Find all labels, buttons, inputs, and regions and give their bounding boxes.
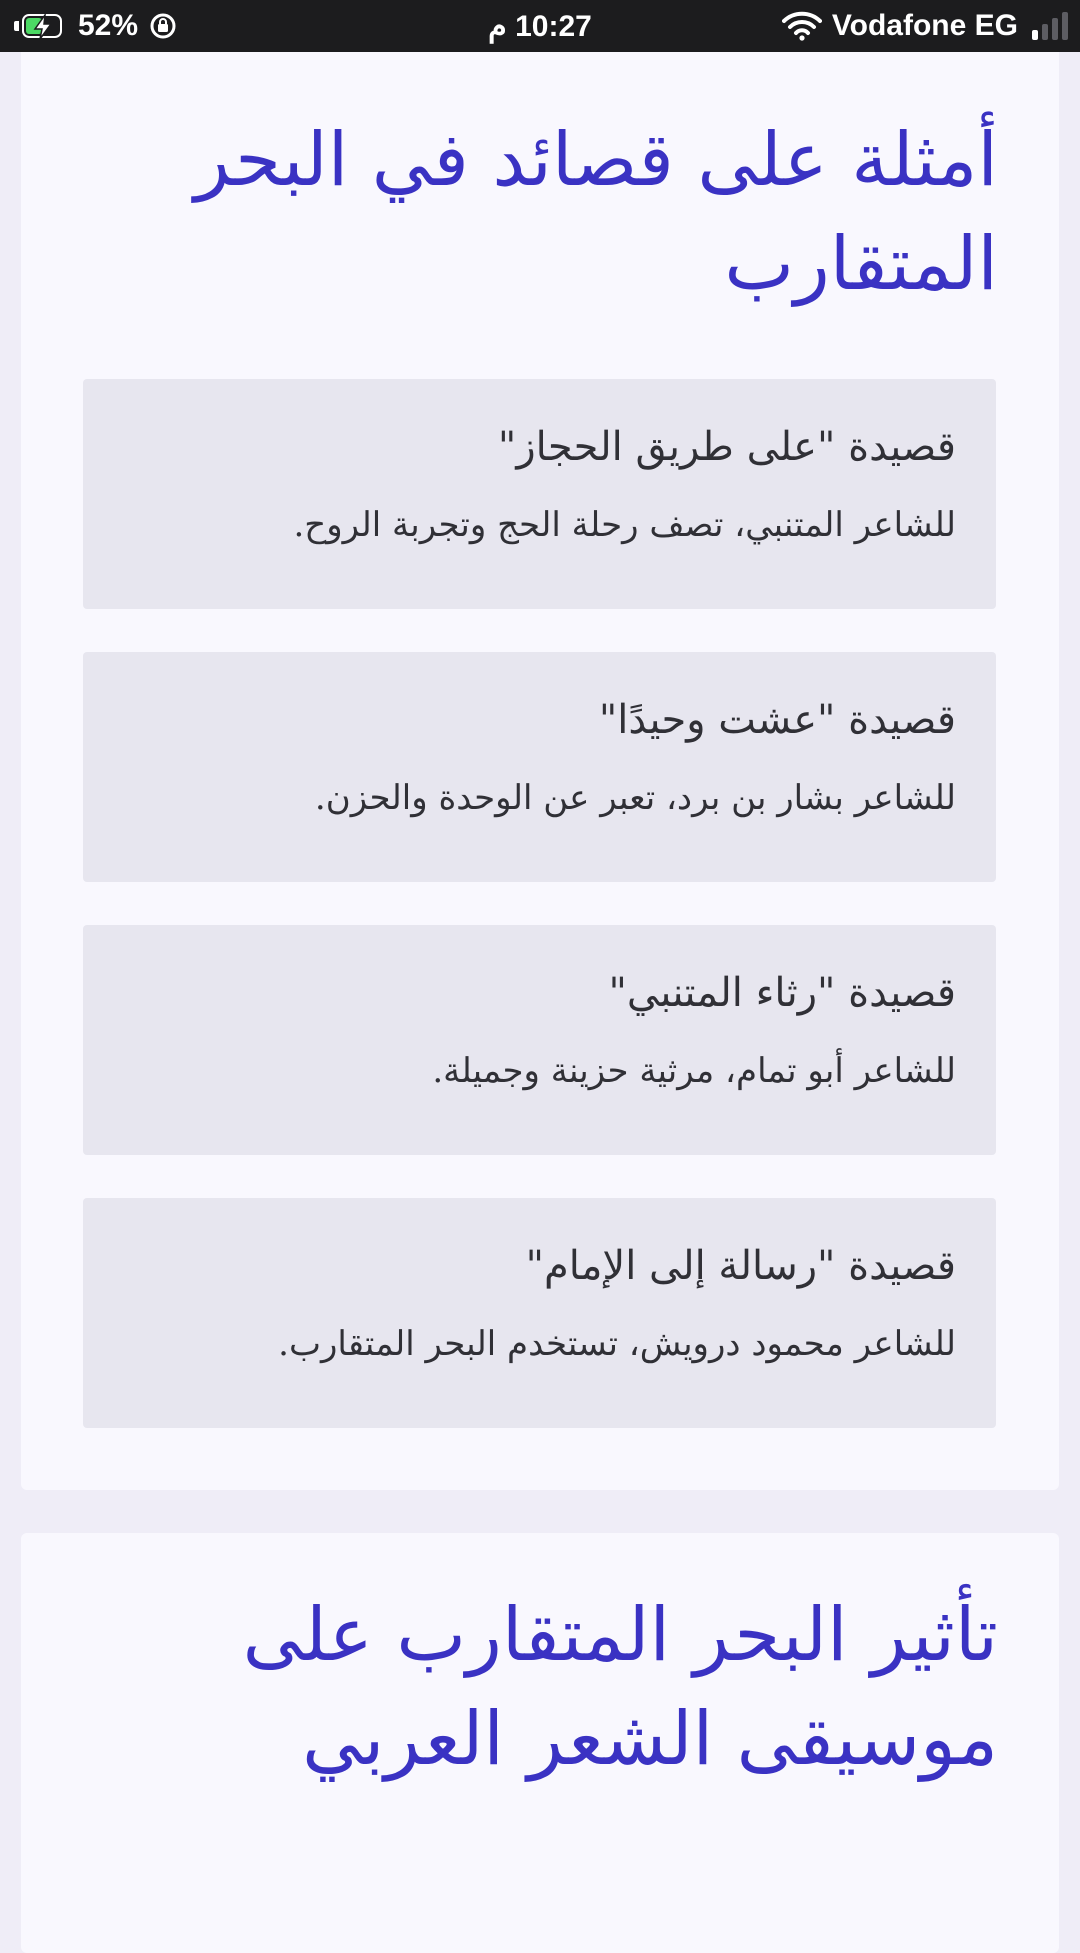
status-bar [0,0,1080,52]
battery-percentage: 52% [78,9,139,42]
poem-description: للشاعر بشار بن برد، تعبر عن الوحدة والحزن. [314,778,956,818]
poem-item [83,652,996,882]
poem-title: قصيدة "على طريق الحجاز" [497,424,956,470]
section-title-influence: تأثير البحر المتقارب على موسيقى الشعر العربي [242,1592,998,1782]
examples-card [21,52,1059,1490]
clock: 10:27 م [488,9,592,43]
poem-item [83,925,996,1155]
signal-strength-icon [1028,12,1068,40]
poem-title: قصيدة "رثاء المتنبي" [608,970,956,1016]
carrier-name: Vodafone EG [831,9,1018,42]
poem-description: للشاعر المتنبي، تصف رحلة الحج وتجربة الروح. [293,505,956,545]
poem-item [83,379,996,609]
influence-card [21,1533,1059,1953]
poem-item [83,1198,996,1428]
section-title-examples: أمثلة على قصائد في البحر المتقارب [194,117,998,307]
status-right [782,0,1068,52]
poem-title: قصيدة "عشت وحيدًا" [598,697,956,743]
wifi-icon [782,11,822,41]
poem-title: قصيدة "رسالة إلى الإمام" [525,1243,956,1289]
poem-description: للشاعر أبو تمام، مرثية حزينة وجميلة. [432,1051,956,1091]
poem-description: للشاعر محمود درويش، تستخدم البحر المتقارب. [278,1324,956,1364]
